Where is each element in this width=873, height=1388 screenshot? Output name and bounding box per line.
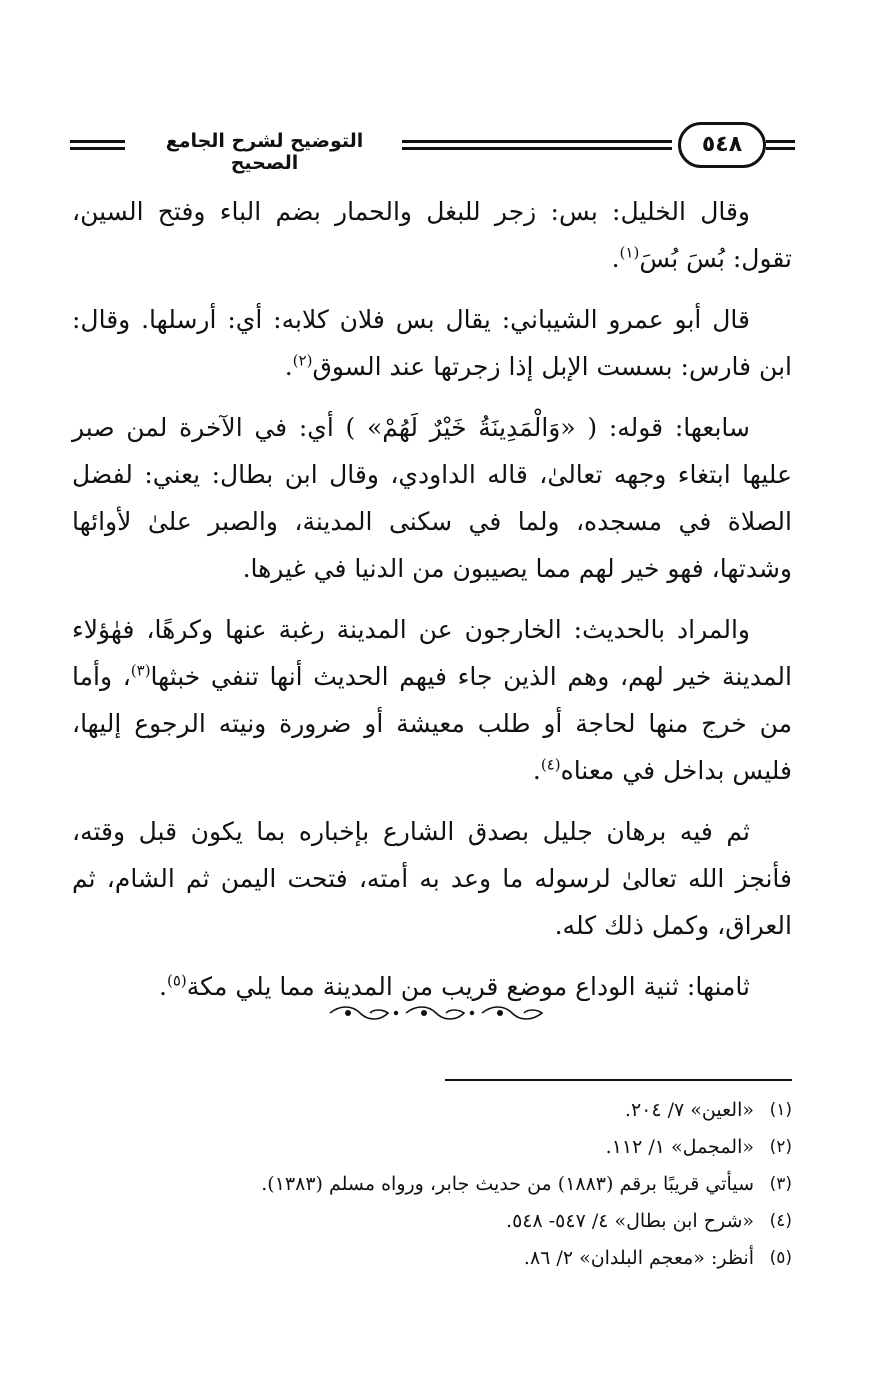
paragraph-text: وقال الخليل: بس: زجر للبغل والحمار بضم الباء وفتح السين، تقول: بُسَ بُسَ <box>72 197 792 273</box>
footnote-number: (٤) <box>769 1211 792 1231</box>
paragraph-1 <box>72 188 792 282</box>
header-rule-middle <box>402 140 672 150</box>
paragraph-tail: . <box>284 352 293 381</box>
footnote-text: «المجمل» ١/ ١١٢. <box>605 1136 754 1158</box>
paragraph-4 <box>72 606 792 794</box>
footnote-item <box>100 1203 792 1240</box>
paragraph-text: سابعها: قوله: ( «وَالْمَدِينَةُ خَيْرٌ لَهُمْ» ) أي: في الآخرة لمن صبر عليها ابتغاء وجهه تعالىٰ، قاله الداودي، وقال ابن بطال: يعني: لفضل الصلاة في مسجده، ولما في سكنى المدينة، والصبر علىٰ لأوائها وشدتها، فهو خير لهم مما يصيبون من الدنيا في غيرها. <box>72 413 792 583</box>
paragraph-tail: . <box>611 244 620 273</box>
paragraph-text: ثم فيه برهان جليل بصدق الشارع بإخباره بما يكون قبل وقته، فأنجز الله تعالىٰ لرسوله ما وعد به أمته، فتحت اليمن ثم الشام، ثم العراق، وكمل ذلك كله. <box>72 817 792 940</box>
footnote-ref[interactable]: (٢) <box>292 351 313 370</box>
footnote-number: (١) <box>769 1100 792 1120</box>
footnote-number: (٣) <box>769 1174 792 1194</box>
paragraph-5 <box>72 808 792 949</box>
paragraph-tail: ، وأما من خرج منها لحاجة أو طلب معيشة أو ضرورة ونيته الرجوع إليها، فليس بداخل في معناه <box>72 662 792 785</box>
footnote-ref[interactable]: (٤) <box>540 755 561 774</box>
footnote-item <box>100 1129 792 1166</box>
main-text <box>72 188 792 1024</box>
paragraph-3 <box>72 404 792 592</box>
page-number: ٥٤٨ <box>678 122 766 168</box>
footnotes-list <box>100 1092 792 1277</box>
footnote-ref[interactable]: (٣) <box>130 661 151 680</box>
paragraph-text: قال أبو عمرو الشيباني: يقال بس فلان كلابه: أي: أرسلها. وقال: ابن فارس: بسست الإبل إذا زجرتها عند السوق <box>72 305 792 381</box>
footnote-text: «شرح ابن بطال» ٤/ ٥٤٧- ٥٤٨. <box>506 1210 754 1232</box>
footnote-text: أنظر: «معجم البلدان» ٢/ ٨٦. <box>523 1247 754 1269</box>
header-rule-right <box>766 140 795 150</box>
footnote-ref[interactable]: (١) <box>619 243 640 262</box>
footnote-number: (٥) <box>769 1248 792 1268</box>
paragraph-text: والمراد بالحديث: الخارجون عن المدينة رغبة عنها وكرهًا، فهٰؤلاء المدينة خير لهم، وهم الذين جاء فيهم الحديث أنها تنفي خبثها <box>72 615 792 691</box>
page-header <box>70 118 795 174</box>
footnote-text: «العين» ٧/ ٢٠٤. <box>624 1099 754 1121</box>
paragraph-text: ثامنها: ثنية الوداع موضع قريب من المدينة مما يلي مكة <box>186 972 750 1001</box>
footnote-ref[interactable]: (٥) <box>167 971 187 990</box>
header-rule-left <box>70 140 125 150</box>
footnote-item <box>100 1166 792 1203</box>
paragraph-tail: . <box>532 756 541 785</box>
footnote-item <box>100 1240 792 1277</box>
paragraph-tail: . <box>159 972 167 1001</box>
footnote-item <box>100 1092 792 1129</box>
running-title: التوضيح لشرح الجامع الصحيح <box>165 130 364 174</box>
footnote-separator <box>445 1079 792 1081</box>
paragraph-2 <box>72 296 792 390</box>
footnote-number: (٢) <box>769 1137 792 1157</box>
footnote-text: سيأتي قريبًا برقم (١٨٨٣) من حديث جابر، ورواه مسلم (١٣٨٣). <box>261 1173 754 1195</box>
section-end-ornament-icon <box>326 1002 548 1024</box>
